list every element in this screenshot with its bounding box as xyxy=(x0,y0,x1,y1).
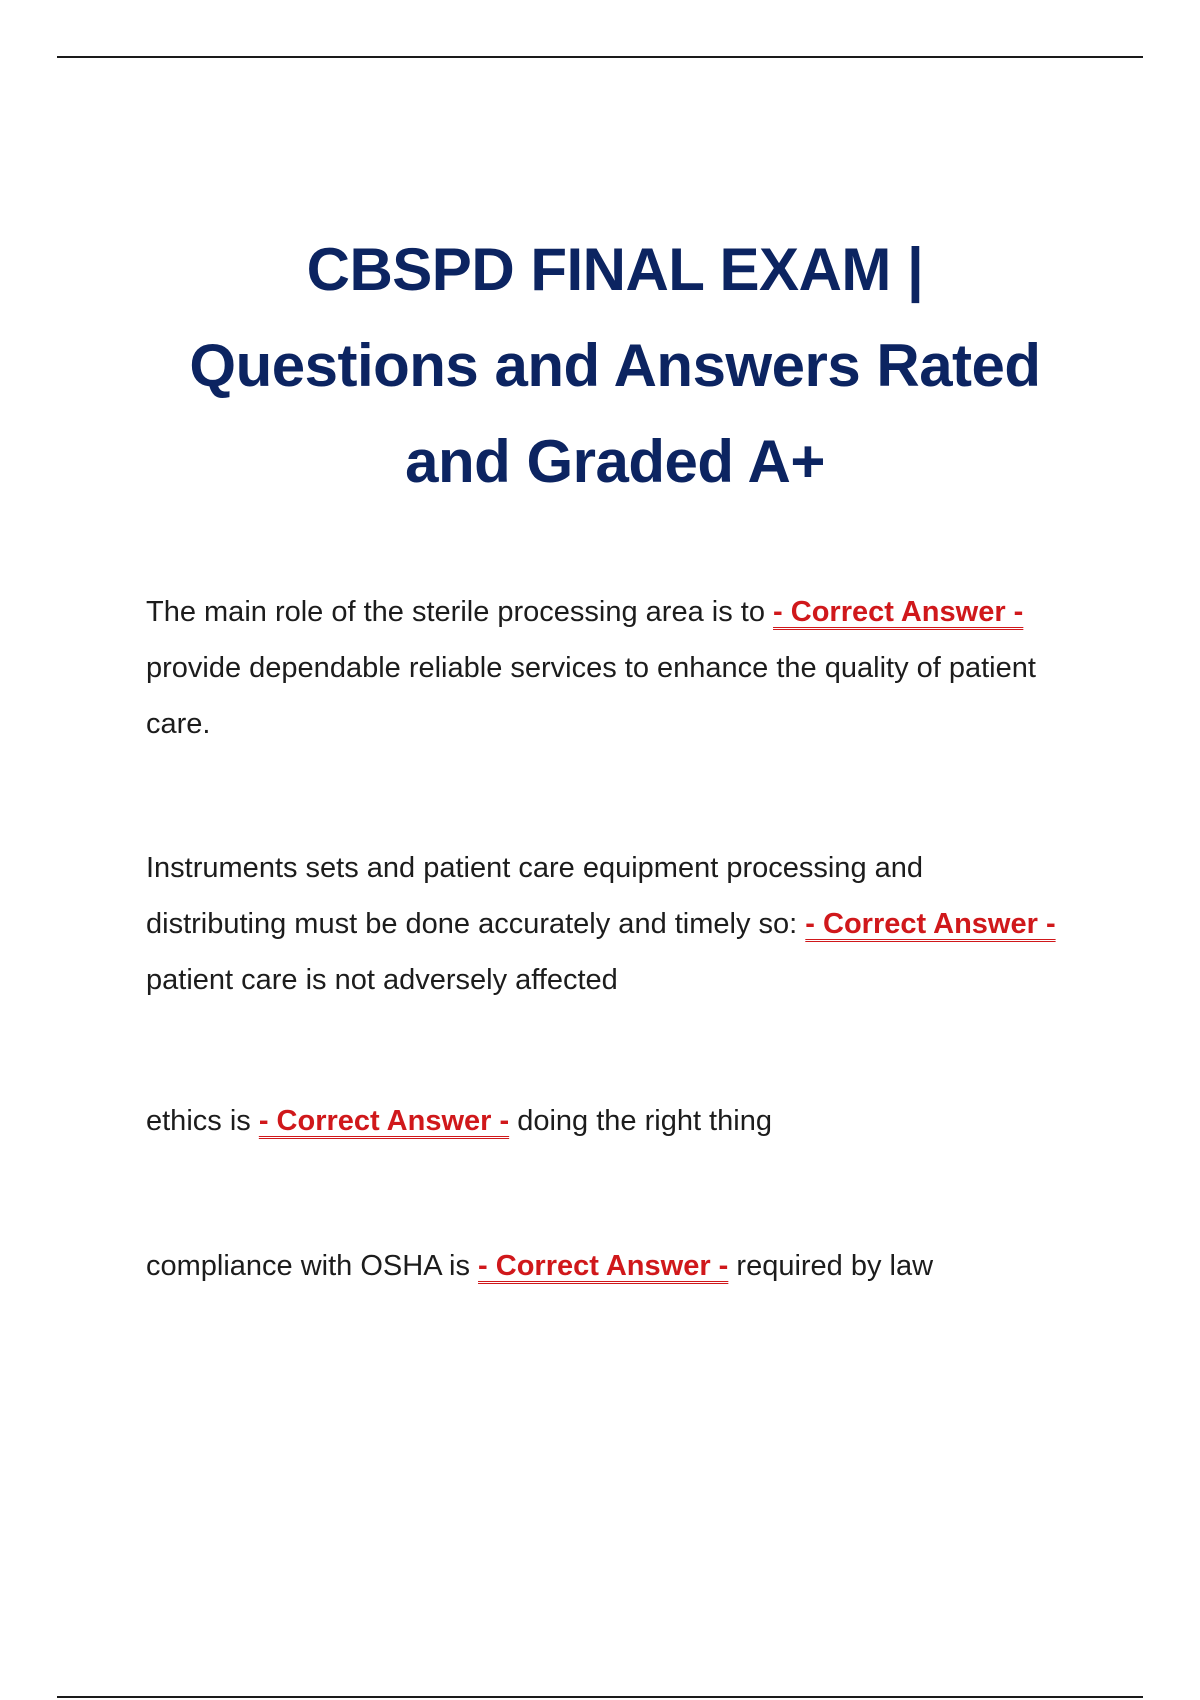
document-title xyxy=(100,222,1130,510)
answer-text: provide dependable reliable services to enhance the quality of patient care. xyxy=(146,652,1036,740)
correct-answer-marker: - Correct Answer - xyxy=(773,596,1024,628)
qa-item xyxy=(146,1238,1066,1294)
answer-text: patient care is not adversely affected xyxy=(146,964,618,996)
question-text: The main role of the sterile processing area is to xyxy=(146,596,765,628)
question-text: ethics is xyxy=(146,1105,251,1137)
title-line-1: CBSPD FINAL EXAM | xyxy=(306,236,924,303)
qa-item xyxy=(146,840,1066,1008)
qa-item xyxy=(146,584,1066,752)
title-line-3: and Graded A+ xyxy=(405,428,825,495)
title-line-2: Questions and Answers Rated xyxy=(189,332,1041,399)
answer-text: required by law xyxy=(736,1250,934,1282)
correct-answer-marker: - Correct Answer - xyxy=(258,1105,510,1137)
header-rule xyxy=(57,56,1143,58)
qa-item xyxy=(146,1093,1066,1149)
footer-rule xyxy=(57,1696,1143,1698)
question-text: Instruments sets and patient care equipment processing and distributing must be done accurately and timely so: xyxy=(146,852,924,940)
correct-answer-marker: - Correct Answer - xyxy=(478,1250,729,1282)
correct-answer-marker: - Correct Answer - xyxy=(805,908,1056,940)
answer-text: doing the right thing xyxy=(517,1105,772,1137)
question-text: compliance with OSHA is xyxy=(146,1250,470,1282)
